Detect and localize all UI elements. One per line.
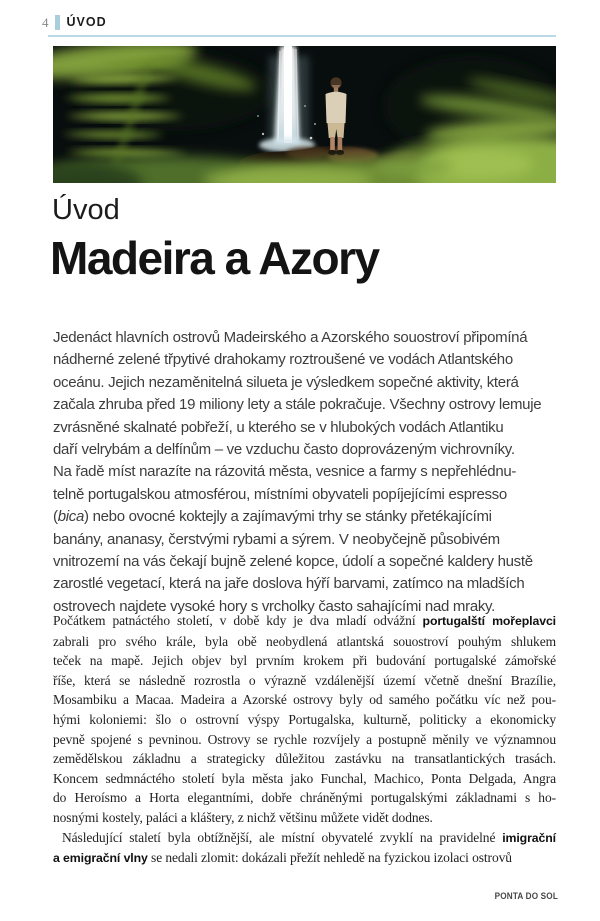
text-line: pevně spojené s pevninou. Ostrovy se rychle rozvíjely a postupně měnily ve významnou bbox=[53, 731, 556, 747]
text-line bbox=[53, 848, 556, 869]
text-line: do Heroísmo a Horta elegantními, dobře chráněnými portugalskými základnami s ho- bbox=[53, 790, 556, 806]
page-title: Madeira a Azory bbox=[50, 232, 379, 284]
history-section bbox=[53, 611, 556, 869]
text-line bbox=[53, 506, 563, 528]
text-line: hými koloniemi: šlo o ostrovní výspy Portugalska, kulturně, politicky a ekonomicky bbox=[53, 711, 556, 727]
text-segment: Následující staletí byla obtížnější, ale místní obyvatelé zvyklí na pravidelné bbox=[62, 829, 503, 845]
text-segment: se nedali zlomit: dokázali přežít nehledě na fyzickou izolaci ostrovů bbox=[147, 850, 512, 866]
text-segment: Počátkem patnáctého století, v době kdy je dva mladí odvážní bbox=[53, 613, 423, 628]
text-line bbox=[53, 611, 556, 632]
text-line: říše, která se následně rozrostla o výrazně vzdálenější území včetně dnešní Brazílie, bbox=[53, 672, 556, 688]
text-segment: ) nebo ovocné koktejly a zajímavými trhy se stánky přetékajícími bbox=[84, 508, 492, 526]
text-segment: ( bbox=[53, 508, 58, 526]
waterfall-scene-illustration bbox=[53, 46, 556, 183]
text-line: oceánu. Jejich nezaměnitelná silueta je výsledkem sopečné aktivity, která bbox=[53, 373, 519, 391]
text-line: začala zhruba před 19 miliony lety a stále pokračuje. Všechny ostrovy lemuje bbox=[53, 396, 542, 414]
text-line: zabrali pro svého krále, byla obě neobydlená atlantská souostroví pouhým shlukem bbox=[53, 633, 556, 649]
section-label: ÚVOD bbox=[66, 15, 107, 29]
text-line: zemědělskou základnu a strategicky důležitou zastávku na transatlantických trasách. bbox=[53, 751, 556, 767]
keyword-bold: a emigrační vlny bbox=[53, 851, 148, 866]
text-line: daří velrybám a delfínům – ve vzduchu často doprovázeným vichrovníky. bbox=[53, 441, 515, 459]
lead-paragraph bbox=[53, 327, 563, 618]
section-accent-bar bbox=[55, 15, 60, 30]
text-line: Mosambiku a Macaa. Madeira a Azorské ostrovy byly od samého počátku víc než pou- bbox=[53, 692, 556, 708]
text-line: Jedenáct hlavních ostrovů Madeirského a Azorského souostroví připomíná bbox=[53, 329, 528, 346]
keyword-bold: imigrační bbox=[502, 830, 556, 845]
text-line: Na řadě míst narazíte na rázovitá města, vesnice a farmy s nepřehlédnu- bbox=[53, 463, 517, 481]
keyword-bold: portugalští mořeplavci bbox=[422, 614, 556, 628]
text-line: nosnými kostely, paláci a kláštery, z nichž většinu můžete vidět dodnes. bbox=[53, 809, 433, 825]
hero-photo bbox=[53, 46, 556, 183]
text-line: vnitrozemí na vás čekají bujně zelené kopce, údolí a sopečné kaldery hustě bbox=[53, 553, 533, 571]
text-line: nádherné zelené třpytivé drahokamy roztroušené ve vodách Atlantského bbox=[53, 351, 513, 369]
text-line: telně portugalskou atmosférou, místními obyvateli popíjejícími espresso bbox=[53, 485, 507, 503]
text-line: Koncem sedmnáctého století byla města jako Funchal, Machico, Ponta Delgada, Angra bbox=[53, 770, 556, 786]
text-line: zarostlé vegetací, která na jaře doslova hýří barvami, zatímco na mladších bbox=[53, 575, 525, 593]
footer-caption: PONTA DO SOL bbox=[494, 891, 558, 902]
text-line: ostrovech najdete vysoké hory s vrcholky často sahajícími nad mraky. bbox=[53, 597, 496, 615]
text-line bbox=[53, 828, 556, 849]
page-number: 4 bbox=[42, 15, 49, 30]
header-rule bbox=[48, 35, 556, 37]
text-line: teček na mapě. Jejich objev byl prvním krokem při budování portugalské zámořské bbox=[53, 653, 556, 669]
italic-term: bica bbox=[57, 508, 85, 526]
page-header bbox=[42, 14, 107, 31]
chapter-kicker: Úvod bbox=[52, 194, 120, 226]
text-line: banány, ananasy, čerstvými rybami a sýrem. V neobyčejně působivém bbox=[53, 530, 500, 548]
text-line: zvrásněné skalnaté pobřeží, u kterého se v hlubokých vodách Atlantiku bbox=[53, 418, 504, 436]
